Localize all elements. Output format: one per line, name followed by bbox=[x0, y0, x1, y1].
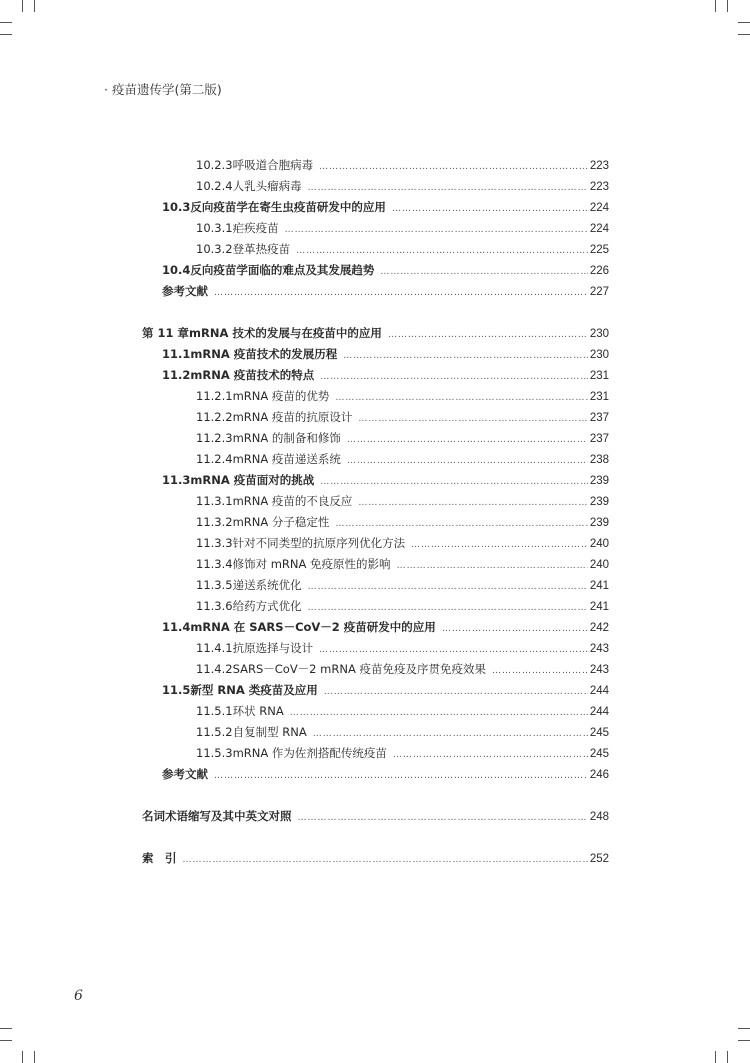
toc-entry-number: 10.2.4 bbox=[196, 179, 233, 193]
toc-entry-title: 自复制型 RNA bbox=[232, 725, 307, 739]
toc-entry-number: 第 11 章 bbox=[142, 326, 190, 340]
toc-entry[interactable] bbox=[142, 326, 609, 342]
toc-entry-title: 呼吸道合胞病毒 bbox=[232, 158, 314, 172]
toc-entry-page: 244 bbox=[589, 706, 609, 718]
toc-entry[interactable] bbox=[196, 242, 609, 258]
toc-entry-number: 11.4.1 bbox=[196, 641, 233, 655]
dot-leader bbox=[308, 580, 588, 594]
running-header bbox=[104, 80, 222, 98]
crop-mark bbox=[715, 0, 716, 12]
toc-entry-number: 11.2.3 bbox=[196, 431, 233, 445]
toc-entry-page: 242 bbox=[589, 622, 609, 634]
crop-mark bbox=[727, 0, 728, 12]
toc-entry-title: 给药方式优化 bbox=[232, 599, 302, 613]
dot-leader bbox=[335, 391, 587, 405]
toc-entry[interactable] bbox=[196, 179, 609, 195]
toc-entry[interactable] bbox=[196, 515, 609, 531]
toc-entry-number: 11.3.5 bbox=[196, 578, 233, 592]
crop-mark bbox=[715, 1051, 716, 1063]
toc-entry-number: 10.3 bbox=[162, 200, 191, 214]
toc-entry-number: 11.5 bbox=[162, 683, 191, 697]
toc-entry[interactable] bbox=[162, 368, 609, 384]
toc-entry-title: mRNA 在 SARS－CoV－2 疫苗研发中的应用 bbox=[190, 620, 436, 634]
toc-entry-title: mRNA 技术的发展与在疫苗中的应用 bbox=[189, 326, 382, 340]
toc-entry-title: 名词术语缩写及其中英文对照 bbox=[142, 809, 292, 823]
toc-entry-number: 11.3 bbox=[162, 473, 191, 487]
toc-entry-title: 针对不同类型的抗原序列优化方法 bbox=[232, 536, 406, 550]
toc-entry[interactable] bbox=[162, 767, 609, 783]
toc-entry[interactable] bbox=[196, 452, 609, 468]
toc-entry-number: 11.5.1 bbox=[196, 704, 233, 718]
toc-entry[interactable] bbox=[196, 578, 609, 594]
toc-entry-page: 227 bbox=[589, 286, 609, 298]
dot-leader bbox=[388, 328, 588, 342]
dot-leader bbox=[358, 496, 587, 510]
toc-entry-page: 240 bbox=[589, 538, 609, 550]
toc-entry-number: 11.3.2 bbox=[196, 515, 233, 529]
crop-mark bbox=[34, 1051, 35, 1063]
toc-entry-number: 11.5.3 bbox=[196, 746, 233, 760]
dot-leader bbox=[392, 202, 588, 216]
dot-leader bbox=[492, 664, 588, 678]
toc-entry-number: 11.3.1 bbox=[196, 494, 233, 508]
dot-leader bbox=[183, 853, 588, 867]
dot-leader bbox=[343, 349, 588, 363]
dot-leader bbox=[442, 622, 588, 636]
dot-leader bbox=[298, 811, 588, 825]
dot-leader bbox=[393, 748, 588, 762]
toc-entry[interactable] bbox=[196, 725, 609, 741]
dot-leader bbox=[313, 727, 588, 741]
toc-entry[interactable] bbox=[196, 704, 609, 720]
dot-leader bbox=[320, 475, 588, 489]
crop-mark bbox=[22, 0, 23, 12]
toc-entry-page: 224 bbox=[589, 202, 609, 214]
toc-entry-number: 索 引 bbox=[142, 851, 177, 865]
toc-entry-number: 10.4 bbox=[162, 263, 191, 277]
toc-entry-page: 225 bbox=[589, 244, 609, 256]
toc-entry-title: SARS－CoV－2 mRNA 疫苗免疫及序贯免疫效果 bbox=[232, 662, 486, 676]
toc-entry-page: 252 bbox=[589, 853, 609, 865]
dot-leader bbox=[214, 769, 588, 783]
toc-entry-page: 243 bbox=[589, 643, 609, 655]
toc-entry-title: 登革热疫苗 bbox=[232, 242, 291, 256]
toc-entry-title: 参考文献 bbox=[162, 767, 208, 781]
toc-entry-page: 226 bbox=[589, 265, 609, 277]
toc-entry-title: 疟疾疫苗 bbox=[232, 221, 279, 235]
dot-leader bbox=[335, 517, 587, 531]
toc-entry[interactable] bbox=[162, 284, 609, 300]
toc-entry-page: 245 bbox=[589, 748, 609, 760]
page-number: 6 bbox=[74, 988, 83, 1004]
toc-entry-page: 246 bbox=[589, 769, 609, 781]
crop-mark bbox=[0, 34, 12, 35]
toc-entry[interactable] bbox=[196, 536, 609, 552]
toc-entry-title: mRNA 分子稳定性 bbox=[232, 515, 330, 529]
toc-entry-title: 反向疫苗学在寄生虫疫苗研发中的应用 bbox=[190, 200, 386, 214]
toc-entry[interactable] bbox=[196, 431, 609, 447]
toc-entry-page: 231 bbox=[589, 370, 609, 382]
toc-entry-page: 241 bbox=[589, 601, 609, 613]
toc-entry-page: 230 bbox=[589, 328, 609, 340]
toc-entry[interactable] bbox=[162, 263, 609, 279]
toc-entry[interactable] bbox=[196, 557, 609, 573]
toc-entry[interactable] bbox=[162, 200, 609, 216]
crop-mark bbox=[727, 1051, 728, 1063]
crop-mark bbox=[34, 0, 35, 12]
toc-entry-title: mRNA 疫苗递送系统 bbox=[232, 452, 341, 466]
toc-entry-number: 11.2.2 bbox=[196, 410, 233, 424]
toc-entry-number: 11.2.1 bbox=[196, 389, 233, 403]
toc-entry[interactable] bbox=[162, 473, 609, 489]
toc-entry-number: 11.4.2 bbox=[196, 662, 233, 676]
toc-entry-page: 230 bbox=[589, 349, 609, 361]
dot-leader bbox=[411, 538, 588, 552]
dot-leader bbox=[358, 412, 587, 426]
toc-entry-number: 11.3.6 bbox=[196, 599, 233, 613]
toc-entry-page: 238 bbox=[589, 454, 609, 466]
toc-entry-page: 239 bbox=[589, 475, 609, 487]
toc-entry-title: 反向疫苗学面临的难点及其发展趋势 bbox=[190, 263, 375, 277]
dot-leader bbox=[290, 706, 588, 720]
toc-entry-title: 参考文献 bbox=[162, 284, 208, 298]
toc-entry[interactable] bbox=[162, 620, 609, 636]
toc-entry-number: 11.1 bbox=[162, 347, 191, 361]
dot-leader bbox=[324, 685, 588, 699]
toc-entry-title: 修饰对 mRNA 免疫原性的影响 bbox=[232, 557, 391, 571]
header-bullet: · bbox=[104, 82, 108, 97]
crop-mark bbox=[738, 34, 750, 35]
toc-entry[interactable] bbox=[196, 662, 609, 678]
dot-leader bbox=[285, 223, 588, 237]
toc-entry-title: 环状 RNA bbox=[232, 704, 284, 718]
toc-entry[interactable] bbox=[196, 389, 609, 405]
toc-entry-number: 11.4 bbox=[162, 620, 191, 634]
dot-leader bbox=[397, 559, 588, 573]
dot-leader bbox=[319, 160, 588, 174]
crop-mark bbox=[0, 22, 12, 23]
toc-entry-number: 11.3.3 bbox=[196, 536, 233, 550]
toc-entry-number: 11.5.2 bbox=[196, 725, 233, 739]
toc-entry-number: 10.3.1 bbox=[196, 221, 233, 235]
toc-entry[interactable] bbox=[196, 158, 609, 174]
crop-mark bbox=[738, 1028, 750, 1029]
dot-leader bbox=[319, 643, 588, 657]
dot-leader bbox=[308, 181, 588, 195]
toc-entry-title: mRNA 疫苗的抗原设计 bbox=[232, 410, 353, 424]
crop-mark bbox=[0, 1028, 12, 1029]
dot-leader bbox=[320, 370, 588, 384]
toc-entry-title: 递送系统优化 bbox=[232, 578, 302, 592]
toc-entry[interactable] bbox=[196, 221, 609, 237]
toc-entry-page: 239 bbox=[589, 517, 609, 529]
toc-entry-page: 223 bbox=[589, 160, 609, 172]
toc-entry-page: 237 bbox=[589, 412, 609, 424]
book-title: 疫苗遗传学(第二版) bbox=[111, 82, 222, 97]
toc-entry-page: 245 bbox=[589, 727, 609, 739]
toc-entry[interactable] bbox=[142, 851, 609, 867]
dot-leader bbox=[214, 286, 588, 300]
toc-entry[interactable] bbox=[196, 746, 609, 762]
crop-mark bbox=[0, 1040, 12, 1041]
toc-entry-page: 239 bbox=[589, 496, 609, 508]
toc-entry-page: 243 bbox=[589, 664, 609, 676]
crop-mark bbox=[738, 1040, 750, 1041]
dot-leader bbox=[347, 433, 588, 447]
dot-leader bbox=[347, 454, 588, 468]
toc-entry-page: 248 bbox=[589, 811, 609, 823]
toc-entry[interactable] bbox=[142, 809, 609, 825]
toc-entry-number: 10.2.3 bbox=[196, 158, 233, 172]
toc-entry-title: mRNA 作为佐剂搭配传统疫苗 bbox=[232, 746, 387, 760]
crop-mark bbox=[738, 22, 750, 23]
toc-entry[interactable] bbox=[196, 641, 609, 657]
toc-entry-title: mRNA 疫苗的优势 bbox=[232, 389, 330, 403]
toc-entry-title: 人乳头瘤病毒 bbox=[232, 179, 302, 193]
toc-entry-number: 11.2 bbox=[162, 368, 191, 382]
toc-entry-page: 224 bbox=[589, 223, 609, 235]
dot-leader bbox=[308, 601, 588, 615]
toc-entry[interactable] bbox=[162, 347, 609, 363]
toc-entry[interactable] bbox=[162, 683, 609, 699]
toc-entry-number: 11.2.4 bbox=[196, 452, 233, 466]
toc-entry-page: 240 bbox=[589, 559, 609, 571]
toc-entry-page: 223 bbox=[589, 181, 609, 193]
toc-entry-page: 231 bbox=[589, 391, 609, 403]
toc-entry-page: 244 bbox=[589, 685, 609, 697]
dot-leader bbox=[296, 244, 588, 258]
toc-entry-number: 11.3.4 bbox=[196, 557, 233, 571]
toc-entry-title: mRNA 疫苗技术的发展历程 bbox=[190, 347, 338, 361]
toc-entry-title: mRNA 疫苗的不良反应 bbox=[232, 494, 353, 508]
toc-entry-number: 10.3.2 bbox=[196, 242, 233, 256]
toc-entry-title: 抗原选择与设计 bbox=[232, 641, 314, 655]
toc-entry[interactable] bbox=[196, 599, 609, 615]
toc-entry[interactable] bbox=[196, 494, 609, 510]
toc-entry-title: 新型 RNA 类疫苗及应用 bbox=[190, 683, 318, 697]
toc-entry-page: 241 bbox=[589, 580, 609, 592]
toc-entry-title: mRNA 疫苗面对的挑战 bbox=[190, 473, 315, 487]
toc-entry-title: mRNA 的制备和修饰 bbox=[232, 431, 341, 445]
toc-entry-title: mRNA 疫苗技术的特点 bbox=[190, 368, 315, 382]
toc-entry-page: 237 bbox=[589, 433, 609, 445]
toc-entry[interactable] bbox=[196, 410, 609, 426]
crop-mark bbox=[22, 1051, 23, 1063]
dot-leader bbox=[380, 265, 587, 279]
